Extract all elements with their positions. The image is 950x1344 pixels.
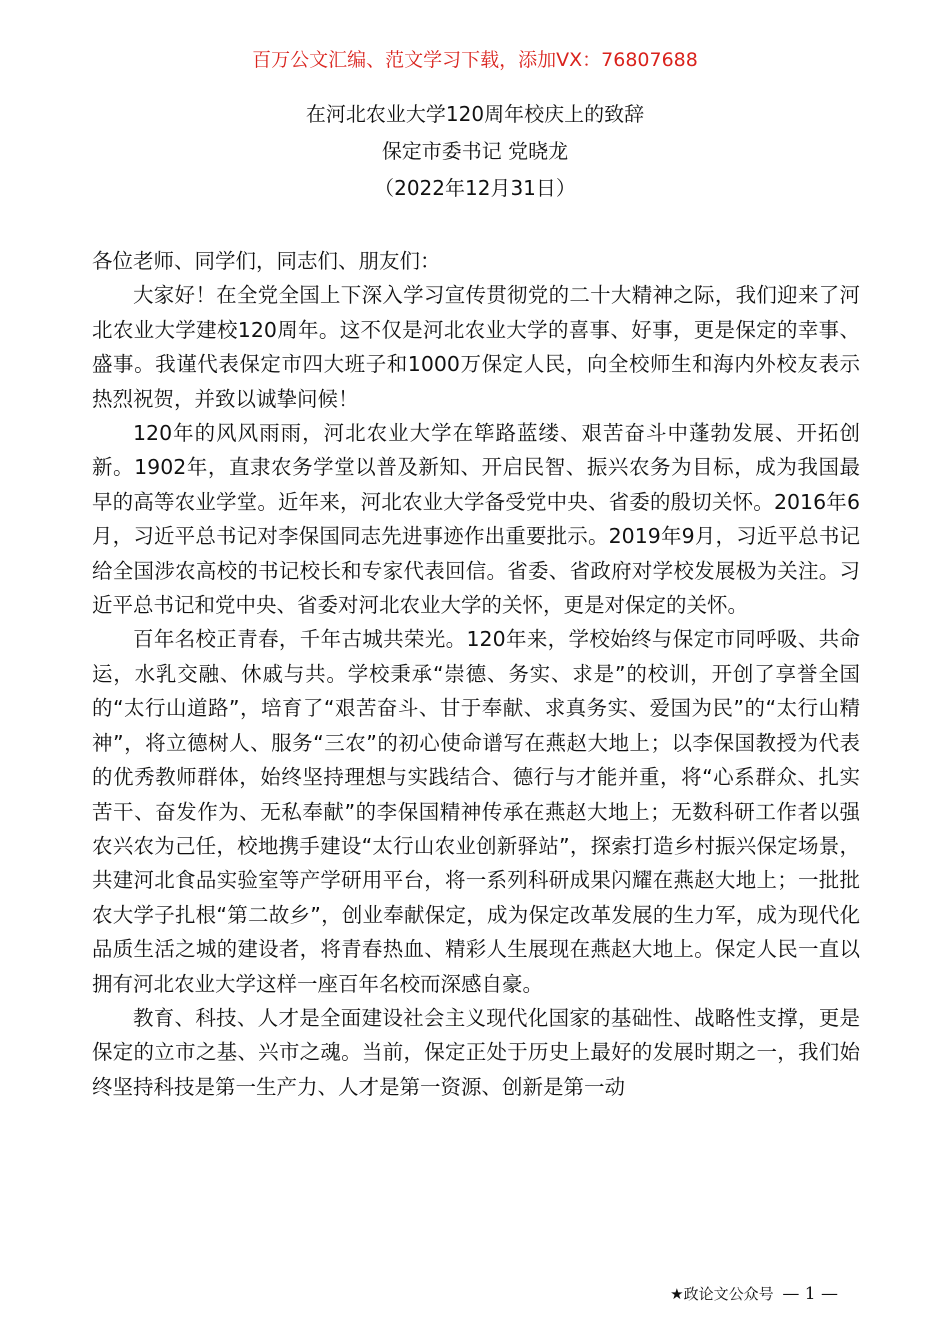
paragraph: 120年的风风雨雨，河北农业大学在筚路蓝缕、艰苦奋斗中蓬勃发展、开拓创新。1902年，直隶农务学堂以普及新知、开启民智、振兴农务为目标，成为我国最早的高等农业学堂。近年来，河北农业大学备受党中央、省委的殷切关怀。2016年6月，习近平总书记对李保国同志先进事迹作出重要批示。2019年9月，习近平总书记给全国涉农高校的书记校长和专家代表回信。省委、省政府对学校发展极为关注。习近平总书记和党中央、省委对河北农业大学的关怀，更是对保定的关怀。 [92,421,860,618]
document-date: （2022年12月31日） [374,176,576,200]
page-number: — 1 — [782,1284,838,1304]
header-note: 百万公文汇编、范文学习下载，添加VX：76807688 [252,49,698,71]
document-body [92,244,860,1104]
title-block [0,96,950,207]
paragraph: 教育、科技、人才是全面建设社会主义现代化国家的基础性、战略性支撑，更是保定的立市之基、兴市之魂。当前，保定正处于历史上最好的发展时期之一，我们始终坚持科技是第一生产力、人才是第一资源、创新是第一动 [92,1005,860,1099]
paragraph: 百年名校正青春，千年古城共荣光。120年来，学校始终与保定市同呼吸、共命运，水乳交融、休戚与共。学校秉承“崇德、务实、求是”的校训，开创了享誉全国的“太行山道路”，培育了“艰苦奋斗、甘于奉献、求真务实、爱国为民”的“太行山精神”，将立德树人、服务“三农”的初心使命谱写在燕赵大地上；以李保国教授为代表的优秀教师群体，始终坚持理想与实践结合、德行与才能并重，将“心系群众、扎实苦干、奋发作为、无私奉献”的李保国精神传承在燕赵大地上；无数科研工作者以强农兴农为己任，校地携手建设“太行山农业创新驿站”，探索打造乡村振兴保定场景，共建河北食品实验室等产学研用平台，将一系列科研成果闪耀在燕赵大地上；一批批农大学子扎根“第二故乡”，创业奉献保定，成为保定改革发展的生力军，成为现代化品质生活之城的建设者，将青春热血、精彩人生展现在燕赵大地上。保定人民一直以拥有河北农业大学这样一座百年名校而深感自豪。 [92,627,860,996]
page-footer [670,1283,838,1305]
document-author: 保定市委书记 党晓龙 [381,139,569,163]
paragraph: 大家好！在全党全国上下深入学习宣传贯彻党的二十大精神之际，我们迎来了河北农业大学建校120周年。这不仅是河北农业大学的喜事、好事，更是保定的幸事、盛事。我谨代表保定市四大班子和1000万保定人民，向全校师生和海内外校友表示热烈祝贺，并致以诚挚问候！ [92,283,860,411]
footer-label: ★政论文公众号 [670,1285,774,1303]
salutation: 各位老师、同学们，同志们、朋友们： [92,249,441,273]
document-title: 在河北农业大学120周年校庆上的致辞 [305,102,645,126]
